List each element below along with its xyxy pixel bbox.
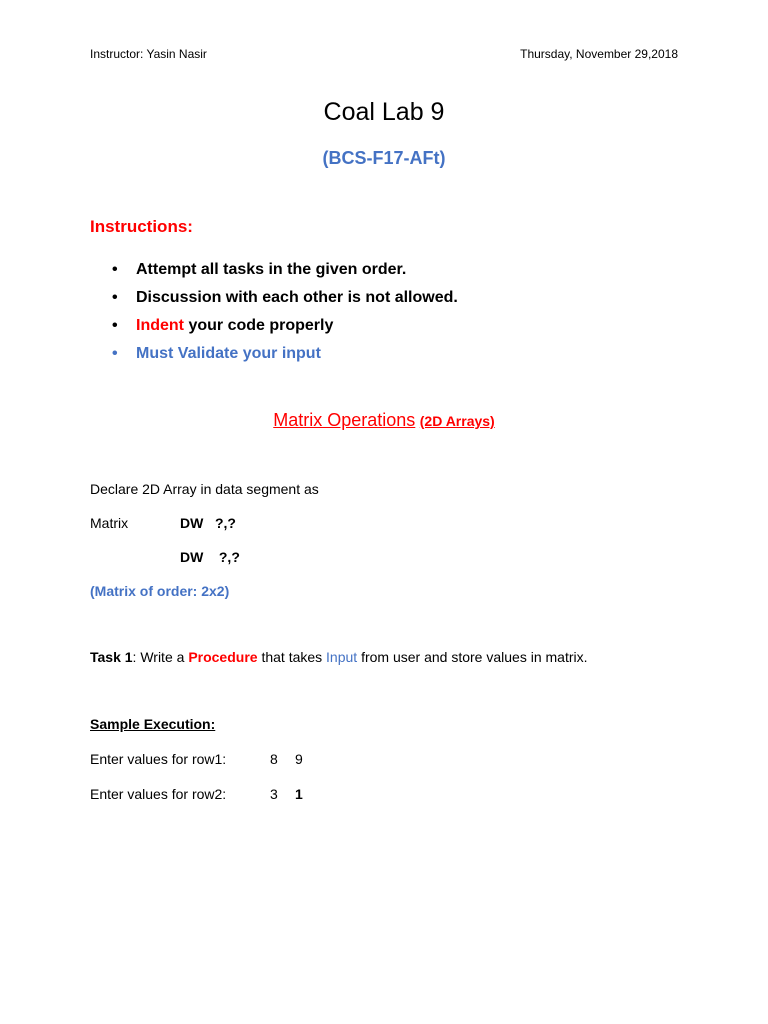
- sample-execution-heading: Sample Execution:: [90, 716, 216, 732]
- sample-row: [90, 786, 350, 806]
- instructor-name: Instructor: Yasin Nasir: [90, 47, 207, 61]
- matrix-row2-declaration: DW ?,?: [180, 549, 240, 565]
- indent-highlight: Indent: [136, 317, 184, 334]
- list-item: [112, 340, 458, 368]
- sample-row: [90, 751, 350, 771]
- task1-text: from user and store values in matrix.: [357, 649, 588, 665]
- list-item: [112, 256, 458, 284]
- sample-row-value: 9: [295, 751, 303, 767]
- page-subtitle: (BCS-F17-AFt): [322, 148, 446, 168]
- bullet-icon: •: [112, 345, 118, 362]
- matrix-label: Matrix: [90, 515, 129, 531]
- bullet-icon: •: [112, 261, 118, 278]
- task1-text: Write a: [140, 649, 189, 665]
- list-item-text: your code properly: [184, 317, 334, 334]
- document-date: Thursday, November 29,2018: [520, 47, 678, 61]
- matrix-row1-declaration: DW ?,?: [180, 515, 236, 531]
- task1-description: [90, 649, 588, 665]
- bullet-icon: •: [112, 289, 118, 306]
- instructions-heading: Instructions:: [90, 217, 193, 236]
- section-heading-title: Matrix Operations: [273, 410, 416, 430]
- task1-text: that takes: [257, 649, 327, 665]
- list-item: [112, 284, 458, 312]
- list-item: [112, 312, 458, 340]
- task1-label: Task 1: [90, 649, 133, 665]
- page-title: Coal Lab 9: [323, 98, 445, 126]
- section-heading: [0, 410, 768, 431]
- list-item-text: Attempt all tasks in the given order.: [136, 261, 407, 278]
- sample-row-prompt: Enter values for row2:: [90, 786, 227, 802]
- procedure-keyword: Procedure: [188, 649, 258, 665]
- bullet-icon: •: [112, 317, 118, 334]
- input-keyword: Input: [326, 649, 358, 665]
- instructions-list: [112, 256, 458, 368]
- matrix-order-note: (Matrix of order: 2x2): [90, 583, 230, 599]
- sample-row-value: 3: [270, 786, 278, 802]
- task1-colon: :: [132, 649, 141, 665]
- declaration-intro: Declare 2D Array in data segment as: [90, 481, 319, 497]
- list-item-text: Discussion with each other is not allowed.: [136, 289, 458, 306]
- list-item-text: Must Validate your input: [136, 345, 321, 362]
- section-heading-subtitle: (2D Arrays): [419, 413, 495, 429]
- sample-row-value: 8: [270, 751, 278, 767]
- sample-row-value: 1: [295, 786, 303, 802]
- sample-row-prompt: Enter values for row1:: [90, 751, 227, 767]
